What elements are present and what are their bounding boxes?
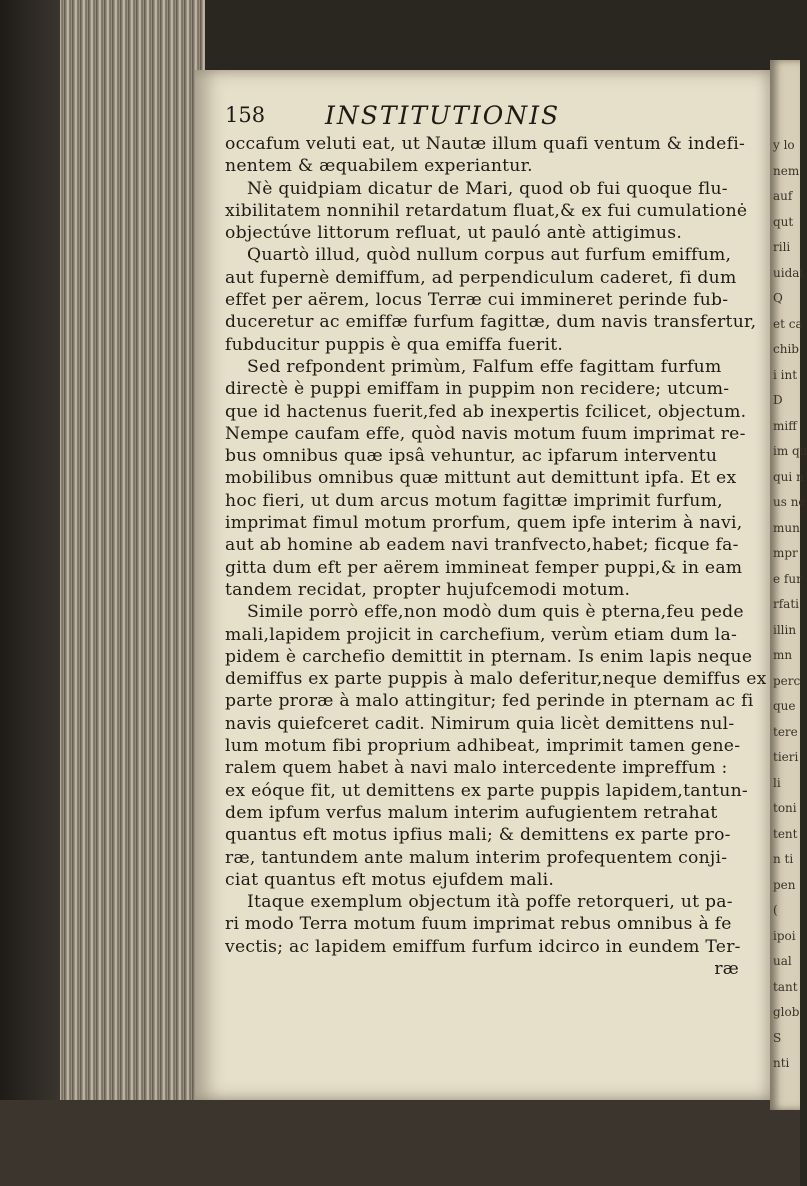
text-line: occafum veluti eat, ut Nautæ illum quafi ventum & indefi- [225,134,745,154]
facing-page-fragment: S [773,1030,782,1045]
text-line: Nempe caufam effe, quòd navis motum fuum imprimat re- [225,423,746,444]
text-line: directè è puppi emiffam in puppim non recidere; utcum- [225,379,730,400]
facing-page-fragment: glob [773,1005,800,1019]
text-line: ræ, tantundem ante malum interim profequentem conji- [225,847,728,868]
text-line: ralem quem habet à navi malo intercedente impreffum : [225,758,728,779]
facing-page-fragment: uidat [773,265,805,280]
facing-page-fragment: im qu [773,444,807,458]
text-line: Itaque exemplum objectum ità poffe retorqueri, ut pa- [247,892,733,913]
facing-page-fragment: nem [773,163,800,178]
text-line: Nè quidpiam dicatur de Mari, quod ob fui quoque flu- [247,178,728,199]
facing-page-fragment: tent [773,826,798,841]
text-line: lum motum fibi proprium adhibeat, imprimit tamen gene- [225,736,741,757]
facing-page-fragment: rfati [773,597,799,611]
facing-page-fragment: chib [773,342,799,356]
book-binding-shadow [0,0,60,1186]
text-line: Simile porrò effe,non modò dum quis è pterna,feu pede [247,602,744,623]
text-line: Quartò illud, quòd nullum corpus aut furfum emiffum, [247,245,732,266]
text-line: duceretur ac emiffæ furfum fagittæ, dum navis transfertur, [225,312,757,333]
facing-page-fragment: tant [773,979,798,994]
facing-page-fragment: Q [773,291,783,305]
text-line: ex eóque fit, ut demittens ex parte puppis lapidem,tantun- [225,780,748,801]
text-line: xibilitatem nonnihil retardatum fluat,& ex fui cumulationė [225,200,748,221]
text-line: mali,lapidem projicit in carchefium, verùm etiam dum la- [225,624,738,645]
text-line: aut ab homine ab eadem navi tranfvecto,habet; ficque fa- [225,535,739,556]
facing-page-fragment: us ne [773,495,806,509]
text-line: demiffus ex parte puppis à malo deferitur,neque demiffus ex [225,669,767,690]
facing-page-fragment: mun [773,520,800,535]
text-line: pidem è carchefio demittit in pternam. Is enim lapis neque [225,646,753,667]
book-page [195,70,770,1100]
text-line: imprimat fimul motum prorfum, quem ipfe interim à navi, [225,513,743,534]
text-line: gitta dum eft per aërem immineat femper puppi,& in eam [225,557,743,578]
facing-page-fragment: ( [773,903,778,917]
text-line: parte proræ à malo attingitur; fed perinde in pternam ac fi [225,691,754,712]
text-line: ciat quantus eft motus ejufdem mali. [225,869,555,890]
text-line: aut fupernè demiffum, ad perpendiculum caderet, fi dum [225,267,737,288]
facing-page-fragment: tieri [773,750,799,764]
facing-page-fragment: illin [773,622,797,637]
facing-page-fragment: nti [773,1056,790,1070]
facing-page-fragment: y lo [773,138,795,152]
text-line: mobilibus omnibus quæ mittunt aut demittunt ipfa. Et ex [225,468,737,489]
facing-page-fragment: pen [773,877,796,892]
text-line: fubducitur puppis è qua emiffa fuerit. [225,334,564,355]
text-line: objectúve littorum refluat, ut pauló antè attigimus. [225,223,683,244]
facing-page-fragment: e fur [773,571,802,586]
text-line: dem ipfum verfus malum interim aufugientem retrahat [225,802,718,823]
facing-page-fragment: qut [773,214,794,229]
facing-page-fragment: perc [773,673,801,688]
facing-page-fragment: ipoi [773,928,796,943]
facing-page-fragment: mn [773,648,793,662]
facing-page-fragment: que [773,699,796,713]
text-line: effet per aërem, locus Terræ cui immineret perinde fub- [225,290,729,311]
facing-page-fragment: auf [773,189,793,203]
text-line: nentem & æquabilem experiantur. [225,156,533,177]
facing-page-fragment: i int [773,367,798,382]
body-text [225,133,767,980]
catchword: ræ [714,958,739,979]
background-bottom [0,1100,800,1186]
text-line: bus omnibus quæ ipsâ vehuntur, ac ipfarum interventu [225,446,718,467]
facing-page-fragment: ual [773,954,792,968]
facing-page-fragment: qui n [773,469,804,484]
facing-page-fragment: n ti [773,852,794,866]
facing-page-fragment: li [773,775,781,790]
running-title: INSTITUTIONIS [325,101,561,130]
text-line: hoc fieri, ut dum arcus motum fagittæ imprimit furfum, [225,490,723,511]
text-line: quantus eft motus ipfius mali; & demittens ex parte pro- [225,825,731,846]
page-header [225,103,750,131]
text-line: Sed refpondent primùm, Falfum effe fagittam furfum [247,356,722,377]
facing-page-fragment: D [773,393,783,407]
facing-page-fragment: mpr [773,546,798,560]
facing-page-fragment: rili [773,240,791,254]
facing-page-fragment: et ca [773,316,803,331]
text-line: navis quiefceret cadit. Nimirum quia licèt demittens nul- [225,713,735,734]
text-line: que id hactenus fuerit,fed ab inexpertis fcilicet, objectum. [225,401,747,422]
facing-page-fragment: miff [773,418,797,433]
text-line: tandem recidat, propter hujufcemodi motum. [225,579,631,600]
page-number: 158 [225,103,266,127]
facing-page-fragment: toni [773,801,797,815]
facing-page-fragment: tere [773,724,798,739]
facing-page-edge [770,60,807,1110]
text-line: ri modo Terra motum fuum imprimat rebus omnibus à fe [225,914,732,935]
text-line: vectis; ac lapidem emiffum furfum idcirco in eundem Ter- [225,936,741,957]
